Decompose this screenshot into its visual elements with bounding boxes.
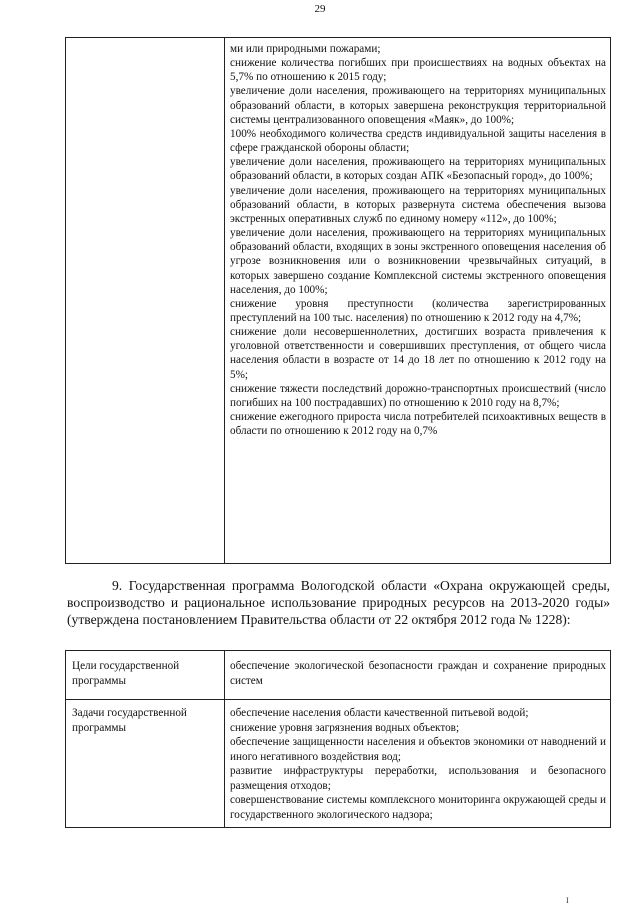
tasks-cell xyxy=(230,706,606,822)
indicator-item: снижение уровня преступности (количества зарегистрированных преступлений на 100 тыс. населения) по отношению к 2012 году на 4,7%; xyxy=(230,297,606,324)
indicator-item: увеличение доли населения, проживающего на территориях муниципальных образований области, в которых завершена реконструкция территориальной системы централизованного оповещения «Маяк», до 100%; xyxy=(230,85,606,126)
goals-value: обеспечение экологической безопасности граждан и сохранение природных систем xyxy=(230,660,606,687)
task-item: снижение уровня загрязнения водных объектов; xyxy=(230,721,460,734)
column-divider xyxy=(224,651,225,827)
indicator-item: ми или природными пожарами; xyxy=(230,43,381,55)
indicator-item: увеличение доли населения, проживающего на территориях муниципальных образований области, в которых развернута система обеспечения вызова экстренных оперативных служб по единому номеру «112», до 100%; xyxy=(230,184,606,225)
indicator-item: снижение доли несовершеннолетних, достигших возраста привлечения к уголовной ответственности и совершивших преступления, от общего числа населения области в возрасте от 14 до 18 лет по отношению к 2012 году на 5%; xyxy=(230,326,606,381)
indicator-item: снижение количества погибших при происшествиях на водных объектах на 5,7% по отношению к 2015 году; xyxy=(230,57,606,84)
indicator-item: увеличение доли населения, проживающего на территориях муниципальных образований области, в которых создан АПК «Безопасный город», до 100%; xyxy=(230,156,606,183)
task-item: обеспечение защищенности населения и объектов экономики от наводнений и иного негативного воздействия вод; xyxy=(230,736,606,763)
indicator-item: снижение ежегодного прироста числа потребителей психоактивных веществ в области по отношению к 2012 году на 0,7% xyxy=(230,411,606,438)
page-number: 29 xyxy=(314,3,326,15)
program-table xyxy=(65,650,611,828)
task-item: развитие инфраструктуры переработки, использования и безопасного размещения отходов; xyxy=(230,765,606,792)
indicator-item: снижение тяжести последствий дорожно-транспортных происшествий (число погибших на 100 пострадавших) по отношению к 2010 году на 8,7%; xyxy=(230,382,606,409)
column-divider xyxy=(224,38,225,563)
continued-table xyxy=(65,37,611,564)
indicator-item: увеличение доли населения, проживающего на территориях муниципальных образований области, входящих в зоны экстренного оповещения населения об угрозе возникновения или о возникновении чрезвычайных ситуаций, в которых завершено создание Комплексной системы экстренного оповещения населения, до 100%; xyxy=(230,227,606,296)
task-item: совершенствование системы комплексного мониторинга окружающей среды и государственного экологического надзора; xyxy=(230,794,606,821)
tasks-label: Задачи государственной программы xyxy=(72,707,187,734)
indicators-cell xyxy=(230,42,606,438)
goals-label: Цели государственной программы xyxy=(72,660,180,687)
row-divider xyxy=(66,699,610,700)
footer-mark: I xyxy=(566,896,569,905)
task-item: обеспечение населения области качественной питьевой водой; xyxy=(230,707,529,719)
section-heading: 9. Государственная программа Вологодской области «Охрана окружающей среды, воспроизводство и рациональное использование природных ресурсов на 2013-2020 годы» (утверждена постановлением Правительства области от 22 октября 2012 года № 1228): xyxy=(67,578,610,628)
indicator-item: 100% необходимого количества средств индивидуальной защиты населения в сфере гражданской обороны области; xyxy=(230,127,606,155)
